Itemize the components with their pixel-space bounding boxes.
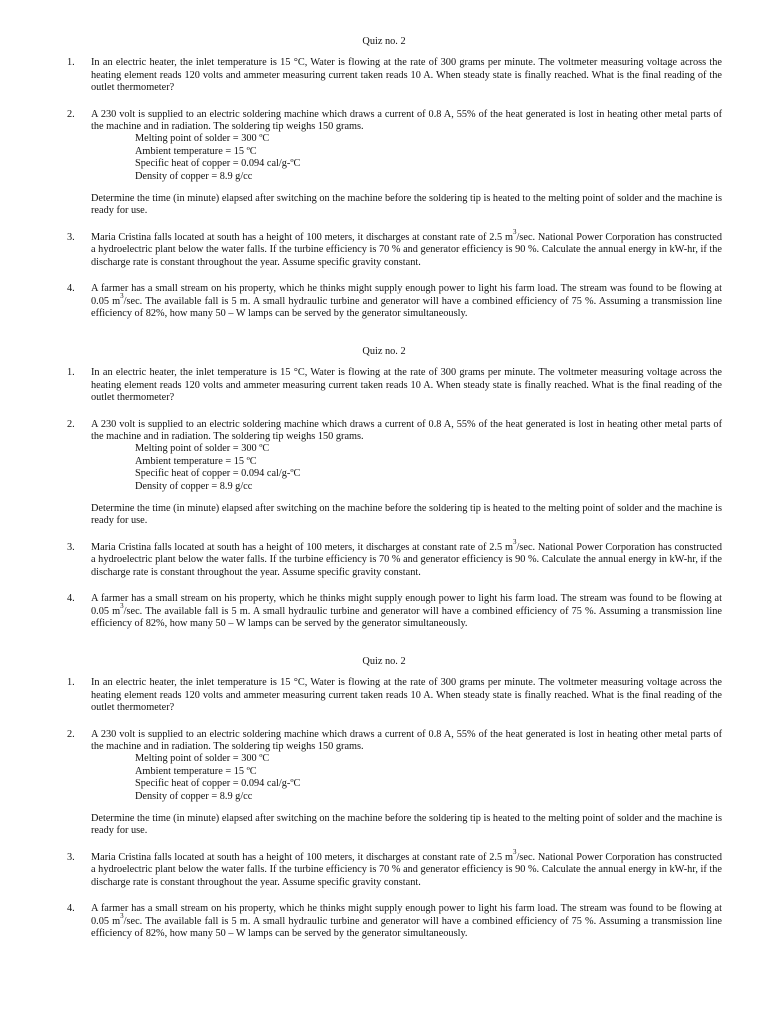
question-number: 2. — [67, 418, 75, 430]
question-number: 1. — [67, 57, 75, 69]
given-density: Density of copper = 8.9 g/cc — [135, 790, 253, 802]
given-melting-point: Melting point of solder = 300 ºC — [135, 753, 270, 765]
question-text-part-2: /sec. The available fall is 5 m. A small hydraulic turbine and generator will have a combined efficiency of 75 %. Assuming a transmission line efficiency of 82%, how many 50 – W lamps can be served by the generator simultaneously. — [91, 605, 722, 629]
quiz-title: Quiz no. 2 — [362, 656, 406, 667]
question-2 — [0, 729, 768, 838]
given-specific-heat: Specific heat of copper = 0.094 cal/g-ºC — [135, 778, 301, 790]
question-3 — [0, 228, 768, 269]
question-text-part-1: A farmer has a small stream on his property, which he thinks might supply enough power to light his farm load. The stream was found to be flowing at 0.05 m — [91, 903, 722, 927]
question-1 — [0, 57, 768, 94]
quiz-block-3 — [0, 656, 768, 949]
quiz-block-2 — [0, 346, 768, 639]
question-followup: Determine the time (in minute) elapsed after switching on the machine before the soldering tip is heated to the melting point of solder and the machine is ready for use. — [91, 813, 722, 837]
question-text: In an electric heater, the inlet temperature is 15 °C, Water is flowing at the rate of 300 grams per minute. The voltmeter measuring voltage across the heating element reads 120 volts and ammeter measuring current taken reads 10 A. When steady state is finally reached. What is the final reading of the outlet thermometer? — [91, 57, 722, 94]
given-melting-point: Melting point of solder = 300 ºC — [135, 443, 270, 455]
given-values — [91, 753, 722, 803]
given-values — [91, 133, 722, 183]
given-values — [91, 443, 722, 493]
given-specific-heat: Specific heat of copper = 0.094 cal/g-ºC — [135, 468, 301, 480]
question-text-part-1: Maria Cristina falls located at south has a height of 100 meters, it discharges at constant rate of 2.5 m — [91, 541, 514, 553]
given-specific-heat: Specific heat of copper = 0.094 cal/g-ºC — [135, 158, 301, 170]
given-ambient-temperature: Ambient temperature = 15 ºC — [135, 765, 257, 777]
question-text-part-2: /sec. National Power Corporation has constructed a hydroelectric plant below the water falls. If the turbine efficiency is 70 % and generator efficiency is 90 %. Calculate the annual energy in kW-hr, if the discharge rate is constant throughout the year. Assume specific gravity constant. — [91, 541, 722, 578]
question-number: 4. — [67, 903, 75, 915]
question-text: In an electric heater, the inlet temperature is 15 °C, Water is flowing at the rate of 300 grams per minute. The voltmeter measuring voltage across the heating element reads 120 volts and ammeter measuring current taken reads 10 A. When steady state is finally reached. What is the final reading of the outlet thermometer? — [91, 367, 722, 404]
superscript: 3 — [120, 602, 124, 611]
question-2 — [0, 109, 768, 218]
question-2 — [0, 419, 768, 528]
question-text: A 230 volt is supplied to an electric soldering machine which draws a current of 0.8 A, 55% of the heat generated is lost in heating other metal parts of the machine and in radiation. The soldering tip weighs 150 grams. — [91, 108, 722, 133]
question-text-part-2: /sec. The available fall is 5 m. A small hydraulic turbine and generator will have a combined efficiency of 75 %. Assuming a transmission line efficiency of 82%, how many 50 – W lamps can be served by the generator simultaneously. — [91, 295, 722, 319]
question-number: 2. — [67, 108, 75, 120]
superscript: 3 — [120, 292, 124, 301]
question-1 — [0, 367, 768, 404]
question-text: A 230 volt is supplied to an electric soldering machine which draws a current of 0.8 A, 55% of the heat generated is lost in heating other metal parts of the machine and in radiation. The soldering tip weighs 150 grams. — [91, 418, 722, 443]
given-ambient-temperature: Ambient temperature = 15 ºC — [135, 455, 257, 467]
question-number: 3. — [67, 851, 75, 863]
superscript: 3 — [120, 912, 124, 921]
question-number: 4. — [67, 283, 75, 295]
superscript: 3 — [513, 228, 517, 237]
question-3 — [0, 848, 768, 889]
question-text: A 230 volt is supplied to an electric soldering machine which draws a current of 0.8 A, 55% of the heat generated is lost in heating other metal parts of the machine and in radiation. The soldering tip weighs 150 grams. — [91, 728, 722, 753]
question-4 — [0, 593, 768, 630]
question-1 — [0, 677, 768, 714]
question-number: 2. — [67, 728, 75, 740]
quiz-title: Quiz no. 2 — [362, 36, 406, 47]
question-number: 3. — [67, 541, 75, 553]
question-text-part-1: A farmer has a small stream on his property, which he thinks might supply enough power to light his farm load. The stream was found to be flowing at 0.05 m — [91, 283, 722, 307]
question-3 — [0, 538, 768, 579]
question-number: 4. — [67, 593, 75, 605]
question-followup: Determine the time (in minute) elapsed after switching on the machine before the soldering tip is heated to the melting point of solder and the machine is ready for use. — [91, 193, 722, 217]
question-text-part-1: A farmer has a small stream on his property, which he thinks might supply enough power to light his farm load. The stream was found to be flowing at 0.05 m — [91, 593, 722, 617]
question-text-part-1: Maria Cristina falls located at south has a height of 100 meters, it discharges at constant rate of 2.5 m — [91, 851, 514, 863]
question-number: 1. — [67, 367, 75, 379]
given-density: Density of copper = 8.9 g/cc — [135, 480, 253, 492]
superscript: 3 — [513, 848, 517, 857]
given-density: Density of copper = 8.9 g/cc — [135, 170, 253, 182]
question-4 — [0, 903, 768, 940]
question-number: 1. — [67, 677, 75, 689]
question-text-part-1: Maria Cristina falls located at south has a height of 100 meters, it discharges at constant rate of 2.5 m — [91, 231, 514, 243]
question-text-part-2: /sec. The available fall is 5 m. A small hydraulic turbine and generator will have a combined efficiency of 75 %. Assuming a transmission line efficiency of 82%, how many 50 – W lamps can be served by the generator simultaneously. — [91, 915, 722, 939]
question-text-part-2: /sec. National Power Corporation has constructed a hydroelectric plant below the water falls. If the turbine efficiency is 70 % and generator efficiency is 90 %. Calculate the annual energy in kW-hr, if the discharge rate is constant throughout the year. Assume specific gravity constant. — [91, 851, 722, 888]
superscript: 3 — [513, 538, 517, 547]
question-text: In an electric heater, the inlet temperature is 15 °C, Water is flowing at the rate of 300 grams per minute. The voltmeter measuring voltage across the heating element reads 120 volts and ammeter measuring current taken reads 10 A. When steady state is finally reached. What is the final reading of the outlet thermometer? — [91, 677, 722, 714]
given-melting-point: Melting point of solder = 300 ºC — [135, 133, 270, 145]
quiz-title: Quiz no. 2 — [362, 346, 406, 357]
question-4 — [0, 283, 768, 320]
quiz-block-1 — [0, 36, 768, 329]
question-number: 3. — [67, 231, 75, 243]
question-text-part-2: /sec. National Power Corporation has constructed a hydroelectric plant below the water falls. If the turbine efficiency is 70 % and generator efficiency is 90 %. Calculate the annual energy in kW-hr, if the discharge rate is constant throughout the year. Assume specific gravity constant. — [91, 231, 722, 268]
question-followup: Determine the time (in minute) elapsed after switching on the machine before the soldering tip is heated to the melting point of solder and the machine is ready for use. — [91, 503, 722, 527]
given-ambient-temperature: Ambient temperature = 15 ºC — [135, 145, 257, 157]
